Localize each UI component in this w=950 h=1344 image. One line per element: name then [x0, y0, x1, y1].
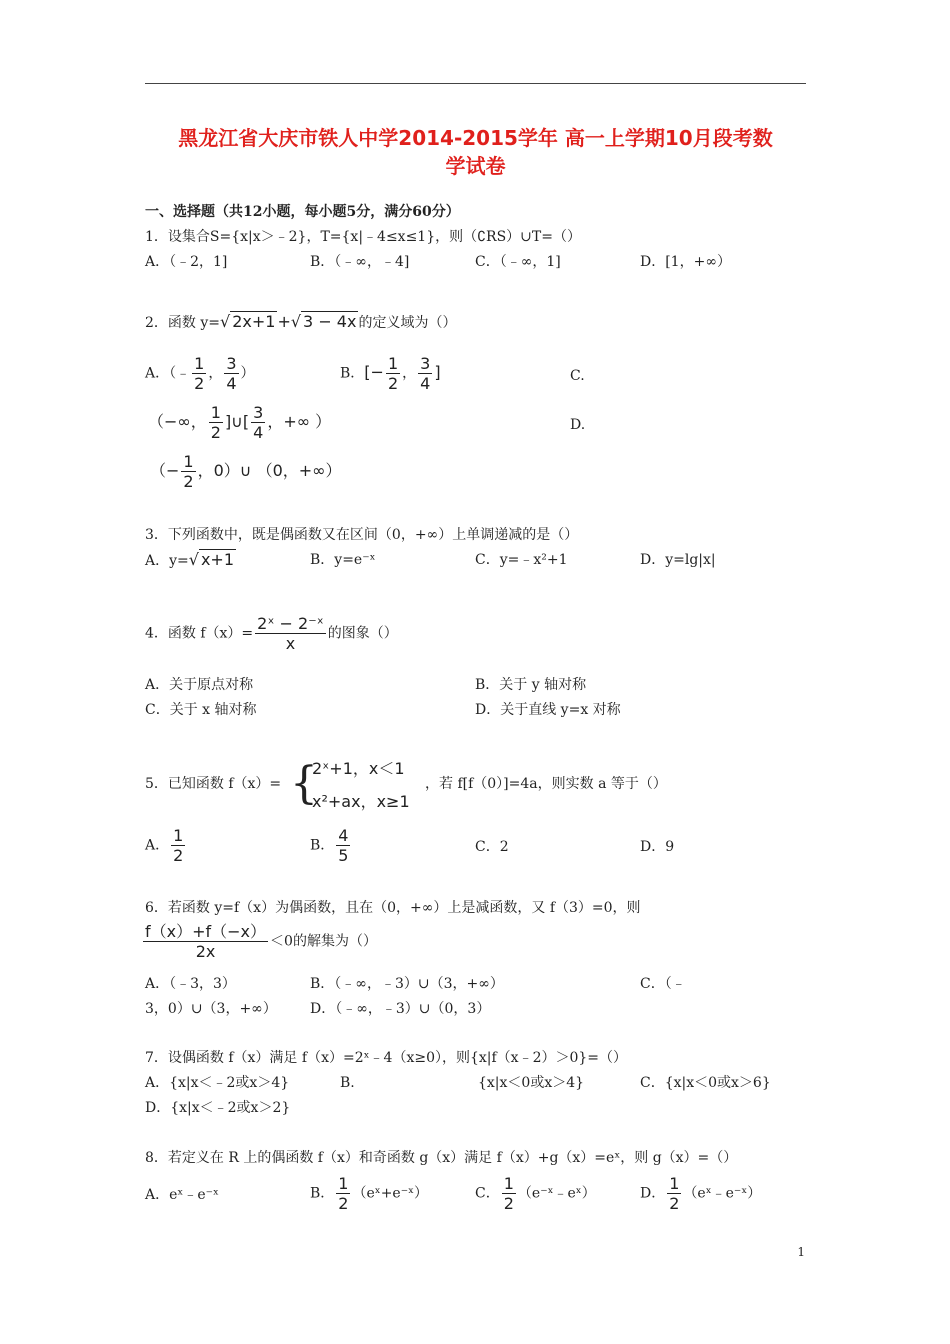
q6-option-c-cont: 3，0）∪（3，+∞）: [145, 1001, 277, 1017]
q8-option-c: C． $\frac{1}{2}$ （e⁻ˣ﹣eˣ）: [475, 1174, 596, 1213]
q3-option-b: B．y=e⁻ˣ: [310, 552, 376, 568]
q4-option-c: C．关于 x 轴对称: [145, 702, 257, 718]
q6-stem: 6．若函数 y=f（x）为偶函数，且在（0，+∞）上是减函数，又 f（3）=0，则: [145, 900, 641, 916]
q7-option-a: A．{x|x＜﹣2或x＞4}: [145, 1075, 290, 1091]
q8-stem: 8．若定义在 R 上的偶函数 f（x）和奇函数 g（x）满足 f（x）+g（x）=eˣ，则 g（x）=（）: [145, 1150, 738, 1166]
q4-option-a: A．关于原点对称: [145, 677, 254, 693]
q7-option-b: {x|x＜0或x＞4}: [478, 1075, 585, 1091]
q6-option-c: C．（﹣: [640, 976, 686, 992]
q4-stem: 4．函数 f（x）= $\frac{\text{2ˣ − 2⁻ˣ}}{x}$ 的图象（）: [145, 614, 398, 653]
q5-case-1: 2ˣ+1，x＜1: [312, 759, 405, 778]
title-line-2: 学试卷: [445, 154, 506, 178]
q4-option-d: D．关于直线 y=x 对称: [475, 702, 621, 718]
q2-radical-2: √ 3 − 4x: [290, 312, 357, 331]
q1-option-d: D．[1，+∞）: [640, 254, 731, 270]
q6-inequality: $\frac{f(x)+f(-x)}{2x}$ ＜0的解集为（）: [145, 922, 377, 961]
q3-option-d: D．y=lg|x|: [640, 552, 716, 568]
q7-stem: 7．设偶函数 f（x）满足 f（x）=2ˣ﹣4（x≥0），则{x|f（x﹣2）＞0}=（）: [145, 1050, 628, 1066]
q5-option-d: D．9: [640, 839, 675, 855]
q2-stem: 2．函数 y=√ 2x+1 +√ 3 − 4x 的定义域为（）: [145, 312, 457, 331]
q3-stem: 3．下列函数中，既是偶函数又在区间（0，+∞）上单调递减的是（）: [145, 527, 579, 543]
q5-stem-pre: 5．已知函数 f（x）=: [145, 776, 282, 792]
q7-option-b-label: B.: [340, 1075, 355, 1091]
title-line-1: 黑龙江省大庆市铁人中学2014-2015学年 高一上学期10月段考数: [178, 126, 773, 150]
q6-option-b: B．（﹣∞，﹣3）∪（3，+∞）: [310, 976, 504, 992]
q8-option-a: A．eˣ﹣e⁻ˣ: [145, 1187, 219, 1203]
page-number: 1: [797, 1245, 805, 1259]
q1-option-c: C．（﹣∞，1]: [475, 254, 561, 270]
q2-option-b: B．[− $\frac{1}{2}$ ， $\frac{3}{4}$ ]: [340, 354, 441, 393]
q4-option-b: B．关于 y 轴对称: [475, 677, 587, 693]
q1-option-a: A．（﹣2，1]: [145, 254, 228, 270]
q6-option-d: D．（﹣∞，﹣3）∪（0，3）: [310, 1001, 491, 1017]
header-rule: [145, 83, 806, 84]
q2-option-a: A．（﹣ $\frac{1}{2}$ ， $\frac{3}{4}$ ）: [145, 354, 255, 393]
q3-option-c: C．y=﹣x²+1: [475, 552, 568, 568]
section-heading: 一、选择题（共12小题，每小题5分，满分60分）: [145, 204, 460, 220]
q7-option-d: D．{x|x＜﹣2或x＞2}: [145, 1100, 291, 1116]
q5-option-c: C．2: [475, 839, 509, 855]
q6-option-a: A．（﹣3，3）: [145, 976, 236, 992]
q5-option-a: A． $\frac{1}{2}$: [145, 826, 184, 865]
q2-radical-1: √ 2x+1: [220, 312, 276, 331]
q8-option-d: D． $\frac{1}{2}$ （eˣ﹣e⁻ˣ）: [640, 1174, 762, 1213]
q8-option-b: B． $\frac{1}{2}$ （eˣ+e⁻ˣ）: [310, 1174, 429, 1213]
q7-option-c: C．{x|x＜0或x＞6}: [640, 1075, 771, 1091]
q5-stem-post: ，若 f[f（0）]=4a，则实数 a 等于（）: [425, 776, 667, 792]
q5-brace: {: [290, 758, 318, 809]
q2-option-d-label: D.: [570, 417, 586, 433]
q2-option-c-label: C.: [570, 368, 585, 384]
q5-case-2: x²+ax，x≥1: [312, 792, 410, 811]
q3-option-a: A．y=√ x+1: [145, 550, 235, 569]
q1-stem: 1．设集合S={x|x＞﹣2}，T={x|﹣4≤x≤1}，则（∁RS）∪T=（）: [145, 229, 581, 245]
q2-option-d: （− $\frac{1}{2}$ ，0）∪ （0，+∞）: [150, 452, 342, 491]
q1-option-b: B．（﹣∞，﹣4]: [310, 254, 410, 270]
q5-option-b: B． $\frac{4}{5}$: [310, 826, 349, 865]
q2-option-c: （−∞， $\frac{1}{2}$ ]∪[ $\frac{3}{4}$ ，+∞ ）: [148, 403, 332, 442]
